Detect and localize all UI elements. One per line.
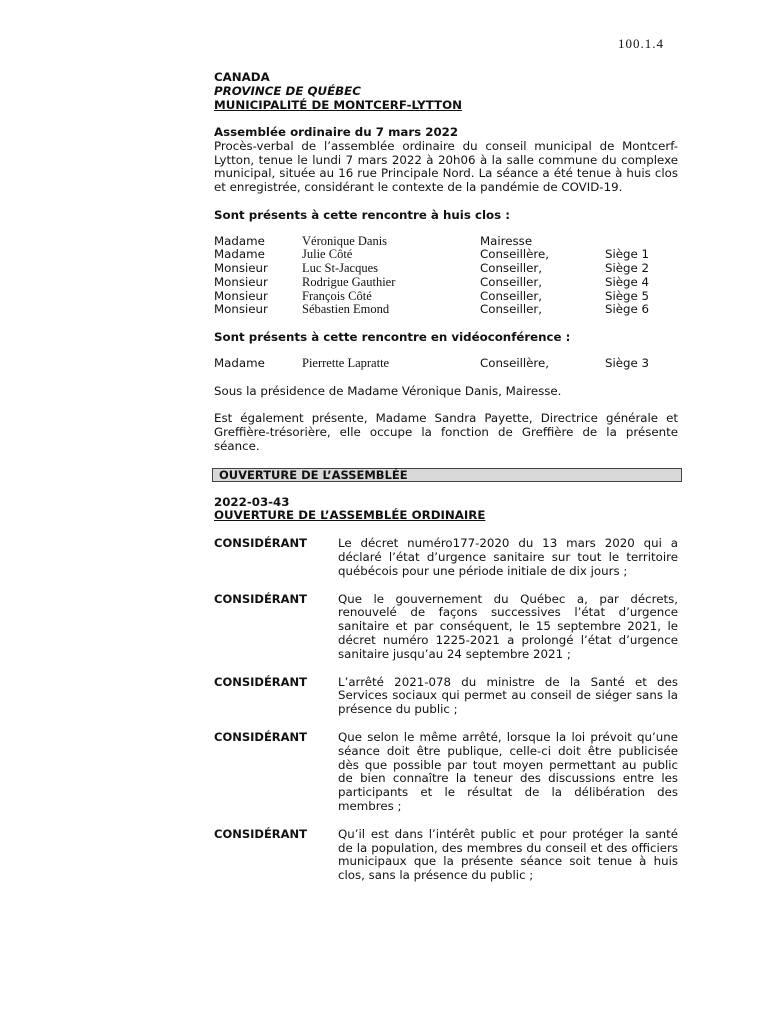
attendee-row xyxy=(214,262,678,276)
considerant-item xyxy=(214,676,678,717)
attendee-row xyxy=(214,357,678,371)
attendee-title: Monsieur xyxy=(214,288,268,303)
attendee-row xyxy=(214,248,678,262)
attendee-row xyxy=(214,235,678,249)
page-number: 100.1.4 xyxy=(618,36,664,51)
attendee-row xyxy=(214,303,678,317)
considerant-label: CONSIDÉRANT xyxy=(214,674,308,689)
attendee-name: Luc St-Jacques xyxy=(302,261,379,276)
attendee-role: Conseiller, xyxy=(480,302,543,317)
considerant-item xyxy=(214,593,678,662)
document-body xyxy=(214,70,678,883)
attendee-name: Sébastien Emond xyxy=(302,302,390,317)
considerant-text: L’arrêté 2021-078 du ministre de la Santé et des Services sociaux qui permet au conseil de siéger sans la présence du public ; xyxy=(338,674,678,717)
attendee-seat: Siège 5 xyxy=(605,288,650,303)
attendee-seat: Siège 6 xyxy=(605,302,650,317)
attendee-role: Conseiller, xyxy=(480,288,543,303)
considerant-label: CONSIDÉRANT xyxy=(214,826,308,841)
intro-paragraph: Procès-verbal de l’assemblée ordinaire du conseil municipal de Montcerf-Lytton, tenue le lundi 7 mars 2022 à 20h06 à la salle commune du complexe municipal, située au 16 rue Principale Nord. La séance a été tenue à huis clos et enregistrée, considérant le contexte de la pandémie de COVID-19. xyxy=(214,138,678,195)
considerant-text: Que le gouvernement du Québec a, par décrets, renouvelé de façons successives l’état d’urgence sanitaire et par conséquent, le 15 septembre 2021, le décret numéro 1225-2021 a prolongé l’état d’urgence sanitaire jusqu’au 24 septembre 2021 ; xyxy=(338,591,678,661)
attendee-name: Pierrette Lapratte xyxy=(302,355,390,370)
meeting-title: Assemblée ordinaire du 7 mars 2022 xyxy=(214,125,459,139)
considerant-text: Qu’il est dans l’intérêt public et pour protéger la santé de la population, des membres du conseil et des officiers municipaux que la présente séance soit tenue à huis clos, sans la présence du public ; xyxy=(338,826,678,883)
resolution-title: OUVERTURE DE L’ASSEMBLÉE ORDINAIRE xyxy=(214,508,486,523)
attendee-role: Conseiller, xyxy=(480,261,543,276)
attendee-name: Rodrigue Gauthier xyxy=(302,274,396,289)
attendee-row xyxy=(214,290,678,304)
section-bar: OUVERTURE DE L’ASSEMBLÉE xyxy=(212,468,682,482)
considerant-label: CONSIDÉRANT xyxy=(214,730,308,745)
attendee-title: Madame xyxy=(214,247,265,262)
resolution-number: 2022-03-43 xyxy=(214,494,290,509)
document-header xyxy=(214,70,678,112)
attendee-role: Conseiller, xyxy=(480,274,543,289)
province: PROVINCE DE QUÉBEC xyxy=(214,84,361,98)
attendee-title: Madame xyxy=(214,233,265,248)
considerant-text: Que selon le même arrêté, lorsque la loi prévoit qu’une séance doit être publique, celle-ci doit être publicisée dès que possible par tout moyen permettant au public de bien connaître la teneur des discussions entre les participants et le résultat de la délibération des membres ; xyxy=(338,730,678,814)
considerants-list xyxy=(214,537,678,883)
presidency-paragraph: Sous la présidence de Madame Véronique Danis, Mairesse. xyxy=(214,383,562,398)
attendee-seat: Siège 3 xyxy=(605,355,650,370)
attendee-name: Véronique Danis xyxy=(302,233,388,248)
present-in-person-label: Sont présents à cette rencontre à huis clos : xyxy=(214,207,510,222)
considerant-label: CONSIDÉRANT xyxy=(214,591,308,606)
considerant-item xyxy=(214,828,678,883)
attendee-seat: Siège 1 xyxy=(605,247,650,262)
considerant-item xyxy=(214,731,678,814)
country: CANADA xyxy=(214,70,270,84)
attendee-role: Conseillère, xyxy=(480,355,550,370)
attendee-name: François Côté xyxy=(302,288,372,303)
attendee-seat: Siège 2 xyxy=(605,261,650,276)
attendee-role: Conseillère, xyxy=(480,247,550,262)
present-video-label: Sont présents à cette rencontre en vidéoconférence : xyxy=(214,330,571,344)
attendee-seat: Siège 4 xyxy=(605,274,650,289)
attendee-title: Monsieur xyxy=(214,302,268,317)
also-present-paragraph: Est également présente, Madame Sandra Payette, Directrice générale et Greffière-trésorière, elle occupe la fonction de Greffière de la présente séance. xyxy=(214,411,678,453)
attendee-role: Mairesse xyxy=(480,233,533,248)
attendee-row xyxy=(214,276,678,290)
attendance-table-video xyxy=(214,357,678,371)
attendee-title: Madame xyxy=(214,355,265,370)
attendee-title: Monsieur xyxy=(214,261,268,276)
attendee-seat xyxy=(605,235,678,249)
considerant-label: CONSIDÉRANT xyxy=(214,536,308,551)
municipality: MUNICIPALITÉ DE MONTCERF-LYTTON xyxy=(214,98,462,112)
attendee-title: Monsieur xyxy=(214,274,268,289)
attendee-name: Julie Côté xyxy=(302,247,353,262)
considerant-item xyxy=(214,537,678,578)
attendance-table-in-person xyxy=(214,235,678,317)
considerant-text: Le décret numéro177-2020 du 13 mars 2020 qui a déclaré l’état d’urgence sanitaire sur tout le territoire québécois pour une période initiale de dix jours ; xyxy=(338,536,678,578)
